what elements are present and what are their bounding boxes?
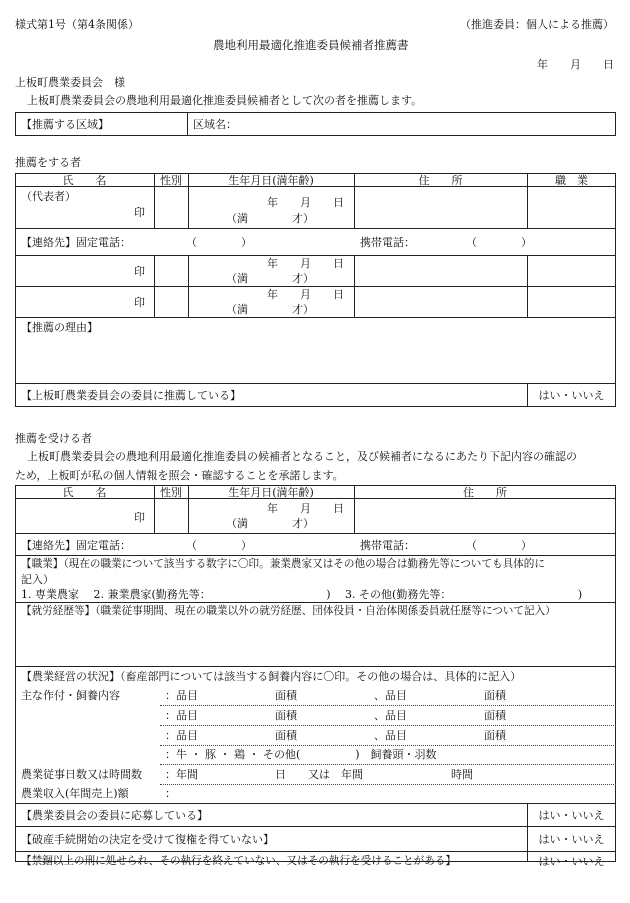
col-sex: 性別 <box>160 486 182 499</box>
farm-status-label: 【農業経営の状況】（畜産部門については該当する飼養内容に〇印。その他の場合は、具体的に記入） <box>21 670 522 683</box>
job-instructions-1: 【職業】（現在の職業について該当する数字に〇印。兼業農家又はその他の場合は勤務先等についても具体的に <box>21 558 545 570</box>
addressee: 上板町農業委員会 様 <box>15 76 125 89</box>
work-days-label: 農業従事日数又は時間数 <box>21 768 142 781</box>
yes-no-choice[interactable]: はい・いいえ <box>538 833 605 846</box>
seal-mark: 印 <box>134 511 145 524</box>
career-label: 【就労経歴等】（職業従事期間、現在の職業以外の就労経歴、団体役員・自治体関係委員就任歴等について記入） <box>21 605 556 617</box>
seal-mark: 印 <box>134 206 145 219</box>
contact-phone-label: 【連絡先】固定電話： <box>21 236 131 249</box>
contact-phone-label: 【連絡先】固定電話： <box>21 539 131 552</box>
seal-mark: 印 <box>134 265 145 278</box>
birth-date-field[interactable]: 年 月 日 <box>267 502 344 515</box>
date-field[interactable]: 年 月 日 <box>537 58 614 71</box>
col-sex: 性別 <box>160 174 182 187</box>
col-birth: 生年月日(満年齢) <box>228 486 314 499</box>
representative-label: （代表者） <box>21 190 76 203</box>
crops-label: 主な作付・飼養内容 <box>21 689 120 702</box>
birth-date-field[interactable]: 年 月 日 <box>267 288 344 301</box>
col-birth: 生年月日(満年齢) <box>228 174 314 187</box>
col-address: 住 所 <box>418 174 463 187</box>
mobile-area-code[interactable]: （ ） <box>466 539 532 552</box>
document-title: 農地利用最適化推進委員候補者推薦書 <box>213 38 409 52</box>
yes-no-choice[interactable]: はい・いいえ <box>538 855 605 868</box>
committee-application-question: 【農業委員会の委員に応募している】 <box>21 809 208 822</box>
phone-area-code[interactable]: （ ） <box>186 236 252 249</box>
recipient-section-title: 推薦を受ける者 <box>15 432 92 445</box>
birth-date-field[interactable]: 年 月 日 <box>267 257 344 270</box>
age-field[interactable]: （満 才） <box>226 303 314 316</box>
job-options[interactable]: 1. 専業農家 2. 兼業農家(勤務先等： ) 3. その他(勤務先等： ) <box>21 588 583 601</box>
mobile-label: 携帯電話： <box>360 539 415 552</box>
bankruptcy-question: 【破産手続開始の決定を受けて復権を得ていない】 <box>21 833 274 846</box>
yes-no-choice[interactable]: はい・いいえ <box>538 389 605 402</box>
col-address: 住 所 <box>463 486 507 499</box>
income-label: 農業収入(年間売上)額 <box>21 787 129 800</box>
type-note: （推進委員：個人による推薦） <box>460 18 614 31</box>
consent-text-1: 上板町農業委員会の農地利用最適化推進委員の候補者となること，及び候補者になるにあたり下記内容の確認の <box>27 450 577 463</box>
yes-no-choice[interactable]: はい・いいえ <box>538 809 605 822</box>
age-field[interactable]: （満 才） <box>226 517 314 530</box>
recommender-section-title: 推薦をする者 <box>15 156 81 169</box>
area-name-field[interactable]: 区域名： <box>193 118 237 131</box>
phone-area-code[interactable]: （ ） <box>186 539 252 552</box>
member-recommend-question: 【上板町農業委員会の委員に推薦している】 <box>21 389 241 402</box>
crop-row[interactable]: ：品目 面積 、品目 面積 <box>165 709 506 722</box>
reason-label: 【推薦の理由】 <box>21 321 98 334</box>
col-job: 職 業 <box>555 174 588 187</box>
consent-text-2: ため，上板町が私の個人情報を照会・確認することを承諾します。 <box>15 469 344 482</box>
col-name: 氏 名 <box>62 486 107 499</box>
age-field[interactable]: （満 才） <box>226 272 314 285</box>
livestock-row[interactable]: ：牛 ・ 豚 ・ 鶏 ・ その他( ) 飼養頭・羽数 <box>165 748 437 761</box>
work-days-field[interactable]: ：年間 日 又は 年間 時間 <box>165 768 473 781</box>
form-number: 様式第1号（第4条関係） <box>15 18 139 31</box>
criminal-record-question: 【禁錮以上の刑に処せられ、その執行を終えていない、又はその執行を受けることがある】 <box>21 855 456 867</box>
birth-date-field[interactable]: 年 月 日 <box>267 196 344 209</box>
income-field[interactable]: ： <box>165 787 176 800</box>
seal-mark: 印 <box>134 296 145 309</box>
mobile-label: 携帯電話： <box>360 236 415 249</box>
col-name: 氏 名 <box>62 174 107 187</box>
crop-row[interactable]: ：品目 面積 、品目 面積 <box>165 689 506 702</box>
age-field[interactable]: （満 才） <box>226 212 314 225</box>
mobile-area-code[interactable]: （ ） <box>466 236 532 249</box>
area-label: 【推薦する区域】 <box>21 118 109 131</box>
job-instructions-2: 記入） <box>21 573 54 586</box>
crop-row[interactable]: ：品目 面積 、品目 面積 <box>165 729 506 742</box>
intro-text: 上板町農業委員会の農地利用最適化推進委員候補者として次の者を推薦します。 <box>27 94 423 107</box>
